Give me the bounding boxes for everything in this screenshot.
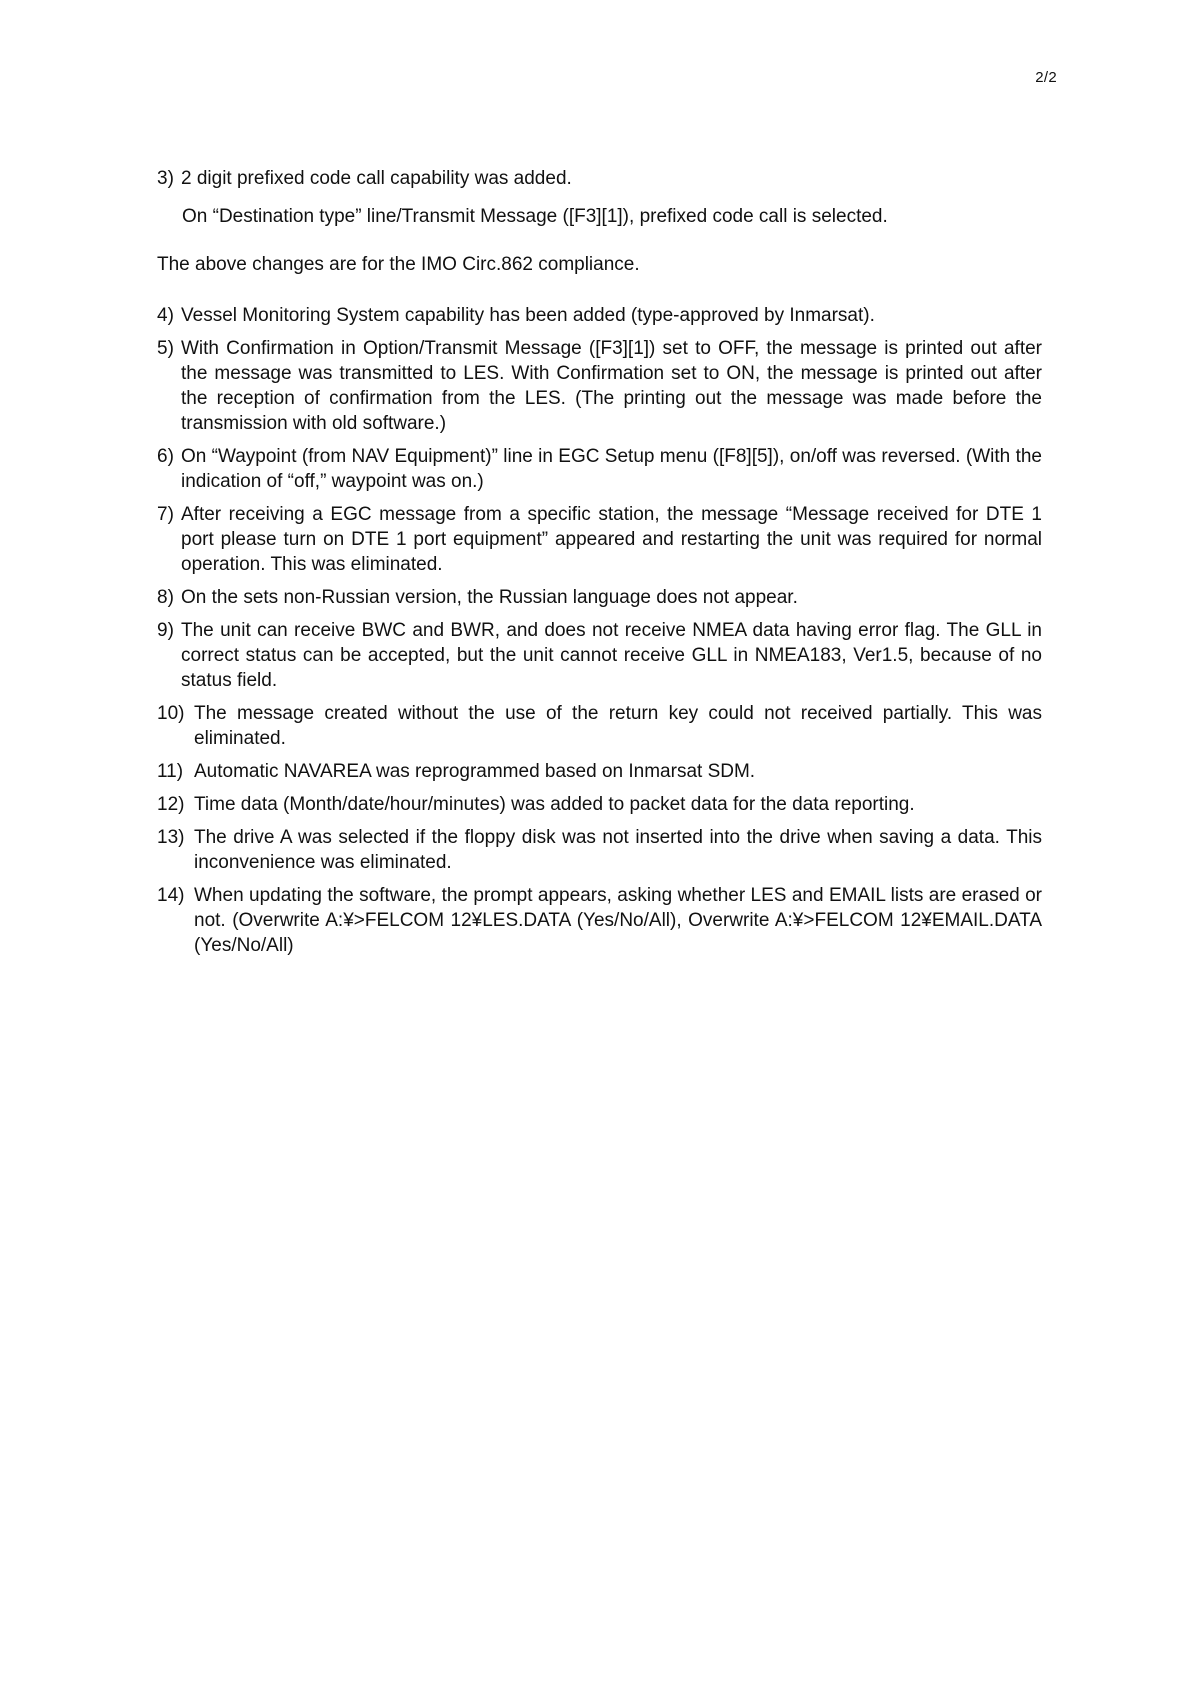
item-text: The unit can receive BWC and BWR, and does not receive NMEA data having error flag. The GLL in correct status can be accepted, but the unit cannot receive GLL in NMEA183, Ver1.5, because of no status field. xyxy=(181,620,1042,691)
item-number: 12) xyxy=(157,794,185,815)
list-item-14 xyxy=(157,883,1042,958)
item-text: Time data (Month/date/hour/minutes) was added to packet data for the data reporting. xyxy=(194,794,915,815)
item-number: 8) xyxy=(157,587,174,608)
item-number: 3) xyxy=(157,168,174,189)
item-number: 7) xyxy=(157,504,174,525)
item-text: When updating the software, the prompt appears, asking whether LES and EMAIL lists are erased or not. (Overwrite A:¥>FELCOM 12¥LES.DATA (Yes/No/All), Overwrite A:¥>FELCOM 12¥EMAIL.DATA (Yes/No/All) xyxy=(194,885,1042,956)
item-number: 10) xyxy=(157,703,185,724)
item-text: The drive A was selected if the floppy disk was not inserted into the drive when saving a data. This inconvenience was eliminated. xyxy=(194,827,1042,873)
item-number: 6) xyxy=(157,446,174,467)
compliance-note: The above changes are for the IMO Circ.862 compliance. xyxy=(157,254,640,275)
list-item-7 xyxy=(157,502,1042,577)
list-item-3 xyxy=(157,166,1042,191)
item-text: With Confirmation in Option/Transmit Message ([F3][1]) set to OFF, the message is printed out after the message was transmitted to LES. With Confirmation set to ON, the message is printed out after the reception of confirmation from the LES. (The printing out the message was made before the transmission with old software.) xyxy=(181,338,1042,434)
item-text: On the sets non-Russian version, the Russian language does not appear. xyxy=(181,587,798,608)
list-item-9 xyxy=(157,618,1042,693)
item-number: 4) xyxy=(157,305,174,326)
list-item-12 xyxy=(157,792,1042,817)
item-text: The message created without the use of the return key could not received partially. This was eliminated. xyxy=(194,703,1042,749)
page-number: 2/2 xyxy=(1035,69,1057,86)
item-number: 11) xyxy=(157,761,184,782)
item-text: Vessel Monitoring System capability has been added (type-approved by Inmarsat). xyxy=(181,305,875,326)
item-number: 14) xyxy=(157,885,185,906)
item-text: On “Waypoint (from NAV Equipment)” line in EGC Setup menu ([F8][5]), on/off was reversed. (With the indication of “off,” waypoint was on.) xyxy=(181,446,1042,492)
list-item-13 xyxy=(157,825,1042,875)
item-3-detail: On “Destination type” line/Transmit Message ([F3][1]), prefixed code call is selected. xyxy=(182,206,888,227)
list-item-5 xyxy=(157,336,1042,436)
list-item-4 xyxy=(157,303,1042,328)
item-number: 9) xyxy=(157,620,174,641)
item-number: 5) xyxy=(157,338,174,359)
item-text: 2 digit prefixed code call capability was added. xyxy=(181,168,572,189)
item-number: 13) xyxy=(157,827,185,848)
item-text: After receiving a EGC message from a specific station, the message “Message received for DTE 1 port please turn on DTE 1 port equipment” appeared and restarting the unit was required for normal operation. This was eliminated. xyxy=(181,504,1042,575)
document-body xyxy=(157,166,1042,958)
list-item-11 xyxy=(157,759,1042,784)
item-text: Automatic NAVAREA was reprogrammed based on Inmarsat SDM. xyxy=(194,761,756,782)
list-item-8 xyxy=(157,585,1042,610)
list-item-10 xyxy=(157,701,1042,751)
list-item-6 xyxy=(157,444,1042,494)
